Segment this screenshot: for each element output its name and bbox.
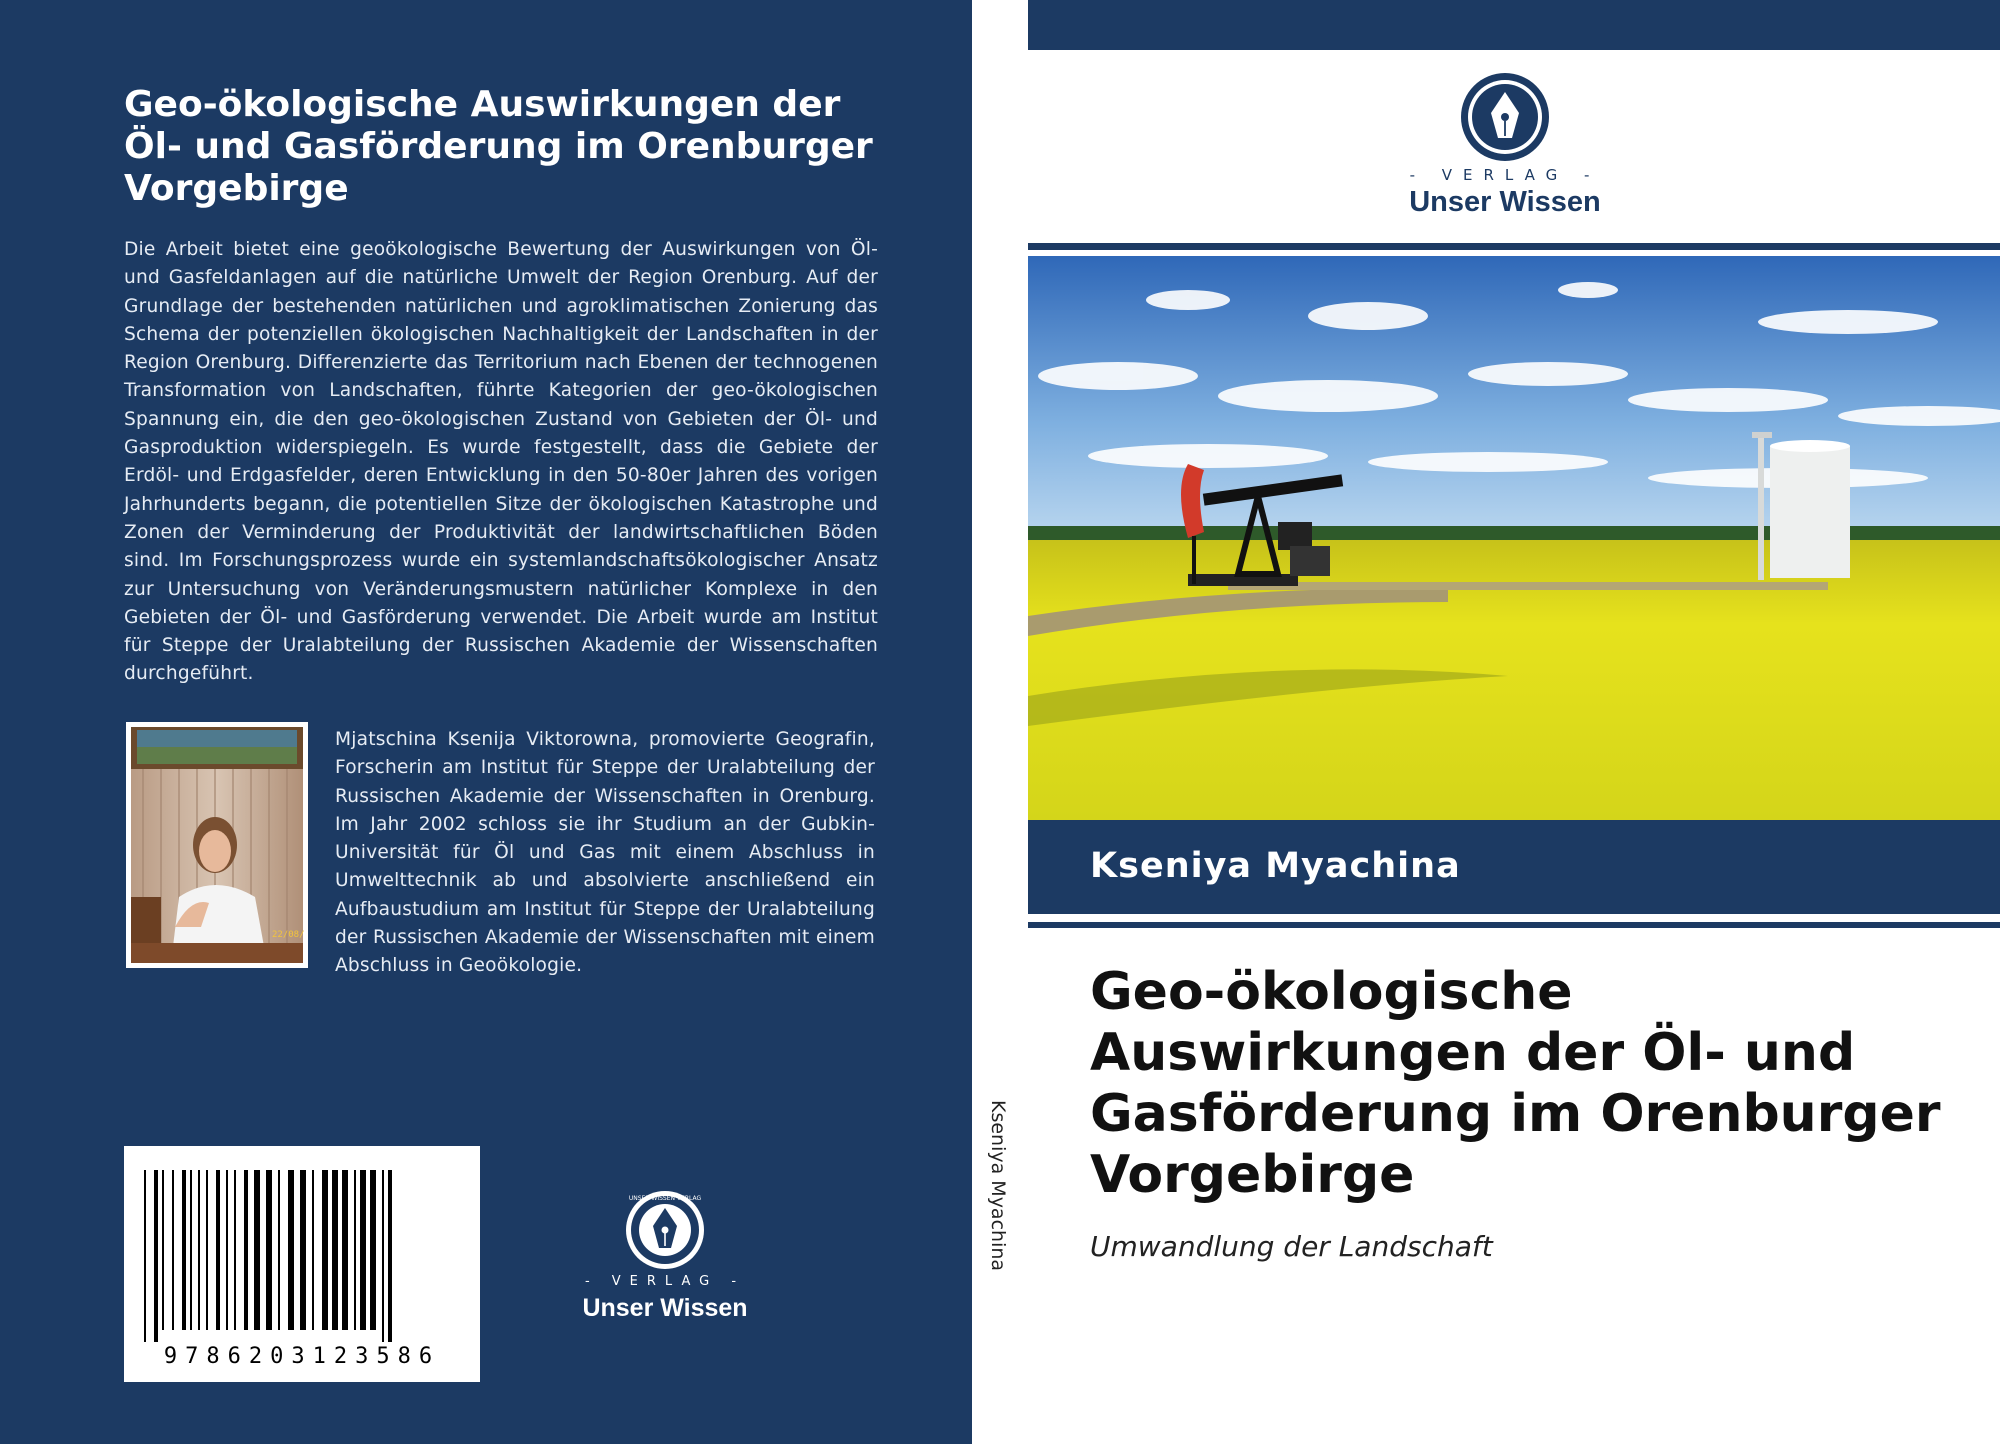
barcode-bar (288, 1170, 294, 1330)
photo-date-stamp: 22/08/ (272, 930, 305, 940)
barcode-bar (244, 1170, 248, 1330)
barcode-bar (312, 1170, 314, 1330)
barcode-bar (370, 1170, 376, 1330)
isbn-digits: 9786203123586 (163, 1344, 441, 1369)
back-publisher-verlag: - VERLAG - (584, 1274, 746, 1289)
barcode-bar (254, 1170, 260, 1330)
front-publisher-logo (1380, 70, 1630, 220)
back-publisher-name: Unser Wissen (582, 1294, 748, 1322)
barcode-bar (190, 1170, 192, 1330)
back-cover-title: Geo-ökologische Auswirkungen der Öl- und Gasförderung im Orenburger Vorgebirge (124, 84, 873, 209)
barcode-bar (266, 1170, 272, 1330)
front-author-name: Kseniya Myachina (1090, 846, 1461, 886)
bottom-divider (1028, 922, 2000, 928)
barcode-bar (388, 1170, 392, 1342)
barcode-bar (162, 1170, 164, 1330)
cover-photo-oil-field (1028, 256, 2000, 820)
barcode-bar (300, 1170, 306, 1330)
top-divider (1028, 243, 2000, 250)
front-title: Geo-ökologische Auswirkungen der Öl- und Gasförderung im Orenburger Vorgebirge (1090, 962, 1941, 1205)
barcode-bar (206, 1170, 208, 1330)
front-subtitle: Umwandlung der Landschaft (1090, 1230, 1493, 1263)
barcode-bar (382, 1170, 384, 1342)
front-publisher-verlag: - VERLAG - (1409, 166, 1601, 184)
author-bio: Mjatschina Ksenija Viktorowna, promovierte Geografin, Forscherin am Institut für Steppe der Uralabteilung der Russischen Akademie der Wissenschaften in Orenburg. Im Jahr 2002 schloss sie ihr Studium an der Gubkin-Universität für Öl und Gas mit einem Abschluss in Umwelttechnik ab und absolvierte anschließend ein Aufbaustudium am Institut für Steppe der Uralabteilung der Russischen Akademie der Wissenschaften mit einem Abschluss in Geoökologie. (335, 729, 875, 977)
barcode-bar (360, 1170, 366, 1330)
barcode-bar (226, 1170, 228, 1330)
logo-ring-text: UNSER WISSEN VERLAG (628, 1195, 702, 1202)
isbn-barcode (124, 1146, 480, 1382)
barcode-bar (216, 1170, 220, 1330)
author-photo (126, 722, 308, 968)
barcode-bar (332, 1170, 338, 1330)
back-publisher-logo (570, 1190, 760, 1330)
barcode-bar (144, 1170, 146, 1342)
barcode-bar (342, 1170, 348, 1330)
barcode-bar (182, 1170, 186, 1330)
front-publisher-name: Unser Wissen (1409, 186, 1601, 218)
fountain-pen-nib-logo-icon (1460, 72, 1550, 162)
front-top-bar (1028, 0, 2000, 50)
barcode-bar (198, 1170, 200, 1330)
barcode-bar (172, 1170, 174, 1330)
back-cover-description: Die Arbeit bietet eine geoökologische Bewertung der Auswirkungen von Öl- und Gasfeldanlagen auf die natürliche Umwelt der Region Orenburg. Auf der Grundlage der bestehenden natürlichen und agroklimatischen Zonierung das Schema der potenziellen ökologischen Nachhaltigkeit der Landschaften in der Region Orenburg. Differenzierte das Territorium nach Ebenen der technogenen Transformation von Landschaften, führte Kategorien der geo-ökologischen Spannung ein, die den geo-ökologischen Zustand von Gebieten der Öl- und Gasproduktion widerspiegeln. Es wurde festgestellt, dass die Gebiete der Erdöl- und Erdgasfelder, deren Entwicklung in den 50-80er Jahren des vorigen Jahrhunderts begann, die potentiellen Sitze der ökologischen Katastrophe und Zonen der Verminderung der Produktivität der landwirtschaftlichen Böden sind. Im Forschungsprozess wurde ein systemlandschaftsökologischer Ansatz zur Untersuchung von Veränderungsmustern natürlicher Komplexe in den Gebieten der Öl- und Gasförderung verwendet. Die Arbeit wurde am Institut für Steppe der Uralabteilung der Russischen Akademie der Wissenschaften durchgeführt. (124, 239, 878, 685)
fountain-pen-nib-logo-icon (625, 1190, 705, 1270)
barcode-bar (354, 1170, 356, 1330)
barcode-bar (322, 1170, 328, 1330)
barcode-bar (154, 1170, 158, 1342)
barcode-bar (278, 1170, 280, 1330)
spine-author: Kseniya Myachina (987, 1100, 1009, 1272)
barcode-bar (234, 1170, 236, 1330)
